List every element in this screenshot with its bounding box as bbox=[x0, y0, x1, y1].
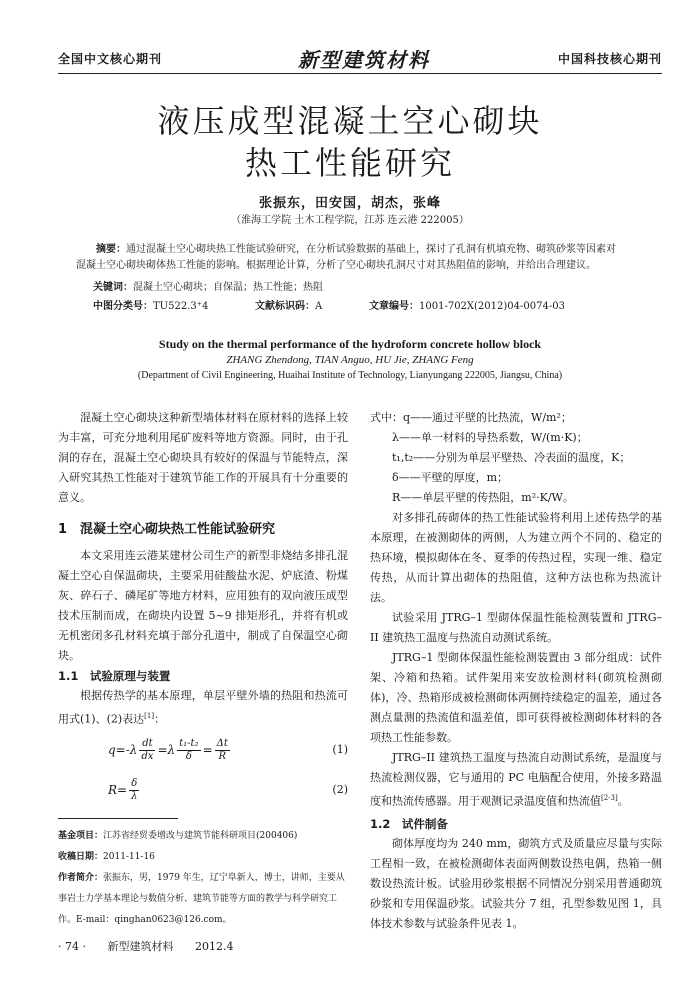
footer-journal: 新型建筑材料 bbox=[107, 940, 174, 953]
clc-value: TU522.3⁺4 bbox=[153, 301, 209, 312]
page-number: · 74 · bbox=[58, 940, 86, 953]
fraction-delta-t: $\frac{\Delta t}{R}$ bbox=[216, 737, 228, 762]
author-text: 张振东，男，1979 年生，辽宁阜新人，博士，讲师，主要从事岩土力学基本理论与数值分析、建筑节能等方面的教学与科学研究工作。E-mail：qinghan0623@126.com。 bbox=[58, 873, 345, 925]
jtrg2-text: JTRG–II 建筑热工温度与热流自动测试系统，是温度与热流检测仪器，它与通用的 PC 电脑配合使用，外接多路温度和热流传感器。用于观测记录温度值和热流值 bbox=[370, 751, 662, 808]
received-date bbox=[58, 847, 350, 868]
page-footer bbox=[58, 938, 251, 954]
footnote-rule bbox=[58, 818, 178, 819]
principle-paragraph bbox=[58, 686, 348, 730]
keywords-text: 混凝土空心砌块；自保温；热工性能；热阻 bbox=[133, 282, 323, 293]
section-1-heading: 1 混凝土空心砌块热工性能试验研究 bbox=[58, 522, 276, 537]
method-paragraph: 对多排孔砖砌体的热工性能试验将利用上述传热学的基本原理，在被测砌体的两侧，人为建立两个不同的、稳定的热环境，模拟砌体在冬、夏季的传热过程，实现一维、稳定传热，从而计算出砌体的热阻值，这种方法也称为热流计法。 bbox=[370, 511, 662, 604]
title-line-2: 热工性能研究 bbox=[244, 144, 455, 182]
fund-text: 江苏省经贸委增改与建筑节能科研项目(200406) bbox=[103, 831, 298, 841]
intro-paragraph: 混凝土空心砌块这种新型墙体材料在原材料的选择上较为丰富，可充分地利用尾矿废料等地方资源。同时，由于孔洞的存在，混凝土空心砌块具有较好的保温与节能特点，深入研究其热工性能对于建筑节能工作的开展具有十分重要的意义。 bbox=[58, 411, 348, 504]
authors: 张振东，田安国，胡杰，张峰 bbox=[258, 196, 441, 211]
definition-q bbox=[370, 408, 662, 428]
definition-lambda: λ——单一材料的导热系数，W/(m·K)； bbox=[392, 431, 588, 444]
article-value: 1001-702X(2012)04-0074-03 bbox=[419, 301, 565, 312]
doc-value: A bbox=[315, 301, 323, 312]
equation-1 bbox=[58, 730, 348, 770]
definition-q-text: q——通过平壁的比热流，W/m²； bbox=[403, 411, 572, 424]
equation-2-lhs: R= bbox=[108, 782, 128, 797]
right-column bbox=[370, 408, 662, 934]
principle-text: 根据传热学的基本原理，单层平壁外墙的热阻和热流可用式(1)、(2)表达 bbox=[58, 689, 348, 726]
jtrg1-paragraph: JTRG–1 型砌体保温性能检测装置由 3 部分组成：试件架、冷箱和热箱。试件架用来安放检测材料(砌筑检测砌体)，冷、热箱形成被检测砌体两侧持续稳定的温差，通过各测点量测的热流值和温差值，即可获得被检测砌体材料的各项热工性能参数。 bbox=[370, 651, 662, 744]
header-left: 全国中文核心期刊 bbox=[58, 52, 163, 66]
header-rule bbox=[58, 73, 662, 74]
equation-2 bbox=[58, 770, 348, 810]
abstract bbox=[76, 242, 624, 274]
citation-2-3: [2-3] bbox=[601, 794, 618, 802]
date-label: 收稿日期： bbox=[58, 852, 104, 862]
journal-logo: 新型建筑材料 bbox=[298, 48, 430, 72]
affiliation: （淮海工学院 土木工程学院，江苏 连云港 222005） bbox=[231, 215, 469, 226]
fraction-delta-lambda: $\frac{\delta}{\lambda}$ bbox=[131, 777, 138, 802]
clc-label: 中图分类号： bbox=[93, 301, 153, 312]
footer-issue: 2012.4 bbox=[194, 940, 234, 953]
document-code bbox=[255, 297, 322, 312]
fraction-t1-t2: $\frac{\text{t₁-t₂}}{\delta}$ bbox=[179, 737, 199, 762]
author-bio bbox=[58, 868, 350, 931]
article-number bbox=[369, 297, 565, 312]
fund-note bbox=[58, 826, 350, 847]
definition-t1-t2: t₁,t₂——分别为单层平壁热、冷表面的温度，K； bbox=[392, 451, 631, 464]
date-text: 2011-11-16 bbox=[103, 852, 155, 862]
clc-number bbox=[93, 297, 208, 312]
jtrg2-paragraph bbox=[370, 748, 662, 812]
section-1-2-heading: 1.2 试件制备 bbox=[370, 816, 448, 831]
citation-1: [1] bbox=[144, 712, 155, 720]
definition-lead: 式中： bbox=[370, 411, 403, 424]
fraction-dt-dx: $\frac{dt}{dx}$ bbox=[141, 737, 154, 762]
section-1-1-heading: 1.1 试验原理与装置 bbox=[58, 669, 171, 683]
left-column bbox=[58, 408, 348, 810]
abstract-text: 通过混凝土空心砌块热工性能试验研究，在分析试验数据的基础上，探讨了孔洞有机填充物、砌筑砂浆等因素对混凝土空心砌块砌体热工性能的影响。根据理论计算，分析了空心砌块孔洞尺寸对其热阻值的影响，并给出合理建议。 bbox=[76, 244, 616, 271]
specimen-paragraph: 砌体厚度均为 240 mm，砌筑方式及质量应尽量与实际工程相一致，在被检测砌体表面两侧数设热电偶，热箱一侧数设热流计板。试验用砂浆根据不同情况分别采用普通砌筑砂浆和专用保温砂浆。试验共分 7 组，孔型参数见图 1，具体技术参数与试验条件见表 1。 bbox=[370, 836, 662, 930]
english-affiliation: (Department of Civil Engineering, Huaihai Institute of Technology, Lianyungang 222005, Jiangsu, China) bbox=[137, 370, 563, 381]
english-authors: ZHANG Zhendong, TIAN Anguo, HU Jie, ZHANG Feng bbox=[226, 354, 474, 366]
equipment-paragraph: 试验采用 JTRG–1 型砌体保温性能检测装置和 JTRG–II 建筑热工温度与热流自动测试系统。 bbox=[370, 611, 662, 644]
header-right: 中国科技核心期刊 bbox=[557, 52, 662, 66]
definition-delta: δ——平壁的厚度，m； bbox=[392, 471, 509, 484]
keywords-label: 关键词： bbox=[93, 282, 133, 293]
fund-label: 基金项目： bbox=[58, 831, 104, 841]
running-header bbox=[58, 44, 662, 72]
doc-label: 文献标识码： bbox=[255, 301, 315, 312]
symbol-definitions bbox=[370, 408, 662, 508]
abstract-label: 摘要： bbox=[96, 244, 126, 255]
section-1-paragraph: 本文采用连云港某建材公司生产的新型非烧结多排孔混凝土空心自保温砌块，主要采用硅酸盐水泥、炉底渣、粉煤灰、碎石子、磷尾矿等地方材料，应用独有的双向液压成型技术压制而成，在砌块内设置 5~9 排矩形孔，并将有机或无机密闭多孔材料充填于部分孔道中，制成了自保温空心砌块。 bbox=[58, 549, 348, 662]
equation-1-number: (1) bbox=[332, 742, 348, 756]
footnotes bbox=[58, 826, 350, 931]
author-label: 作者简介： bbox=[58, 873, 104, 883]
title-line-1: 液压成型混凝土空心砌块 bbox=[157, 102, 543, 140]
equation-2-expression bbox=[108, 778, 141, 803]
english-title: Study on the thermal performance of the hydroform concrete hollow block bbox=[158, 337, 542, 351]
definition-R: R——单层平壁的传热阻，m²·K/W。 bbox=[392, 491, 574, 504]
paper-title bbox=[0, 100, 700, 184]
principle-text-end: ： bbox=[154, 712, 166, 726]
equation-1-expression: q=-λ $\frac{dt}{dx}$ =λ $\frac{\text{t₁-t₂}}{\delta}$ = $\frac{\Delta t}{R}$ bbox=[108, 737, 228, 762]
jtrg2-text-end: 。 bbox=[617, 794, 629, 808]
keywords bbox=[93, 278, 323, 293]
article-label: 文章编号： bbox=[369, 301, 419, 312]
equation-1-lhs: q=-λ bbox=[108, 742, 138, 757]
equation-2-number: (2) bbox=[332, 782, 348, 796]
